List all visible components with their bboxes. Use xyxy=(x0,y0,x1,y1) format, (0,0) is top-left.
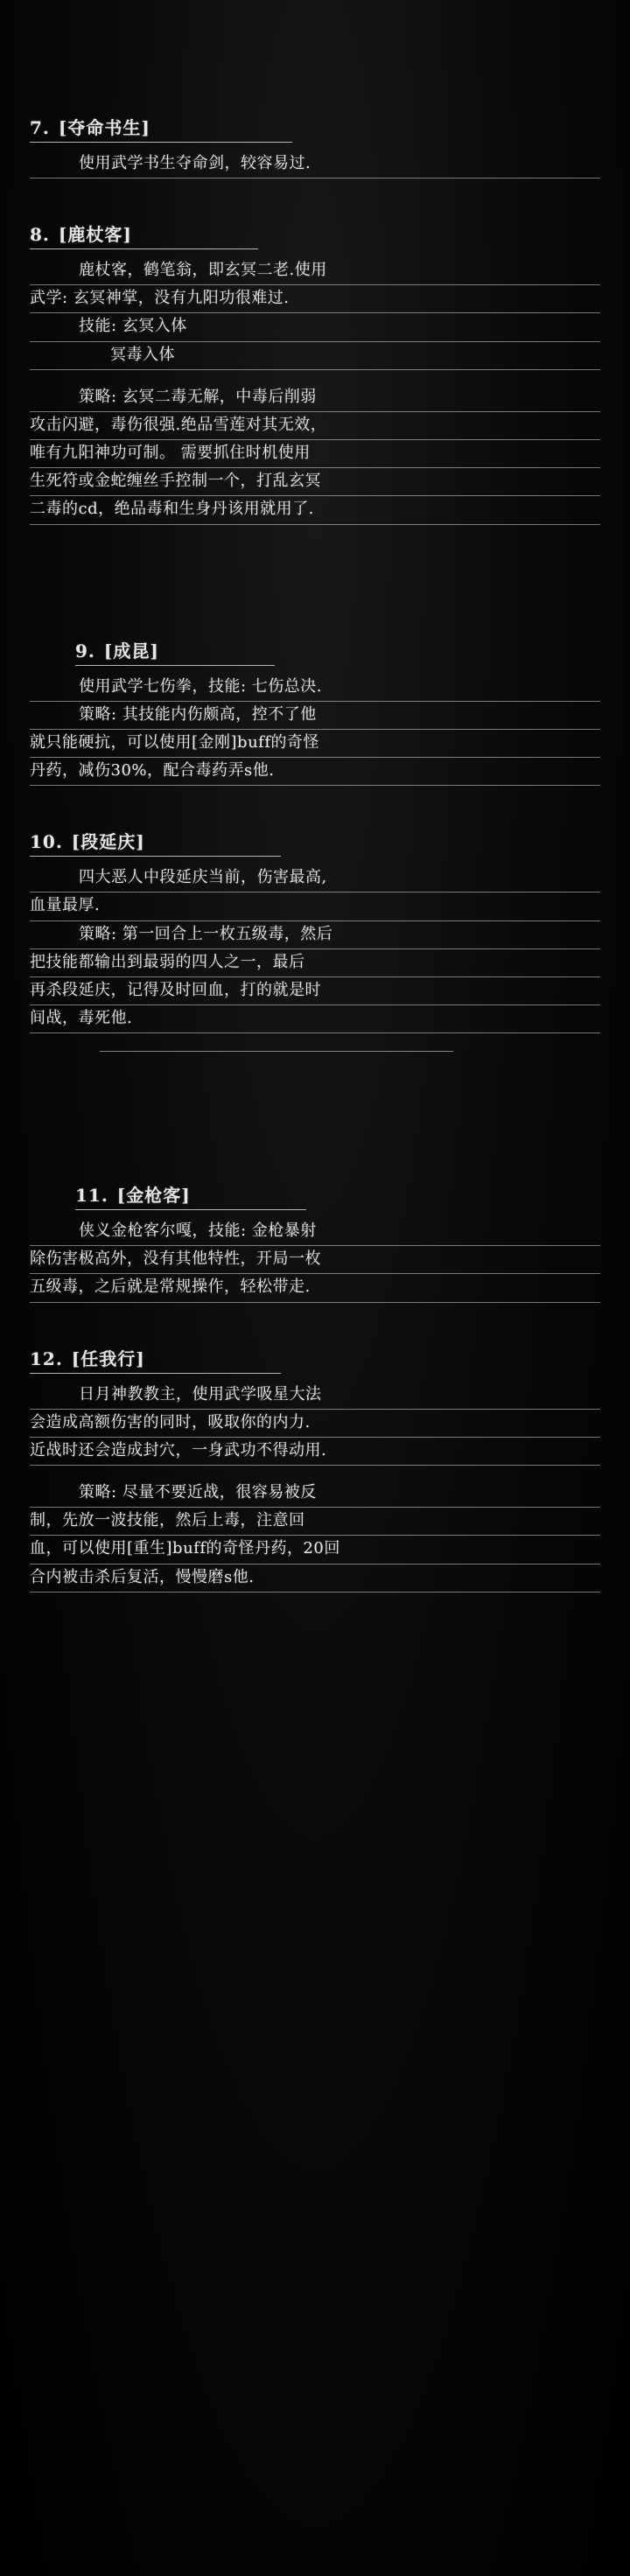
entry-9-number: 9. xyxy=(75,640,95,662)
entry-8-heading xyxy=(30,201,600,256)
entry-10-strategy-line-1: 策略: 第一回合上一枚五级毒，然后 xyxy=(30,921,600,949)
entry-10-line-1: 四大恶人中段延庆当前，伤害最高, xyxy=(30,864,600,892)
entry-10-strategy-line-3: 再杀段延庆，记得及时回血，打的就是时 xyxy=(30,977,600,1005)
entry-11-heading xyxy=(75,1162,600,1216)
entry-12-strategy-line-3: 血，可以使用[重生]buff的奇怪丹药，20回 xyxy=(30,1536,600,1564)
entry-10-strategy-line-2: 把技能都输出到最弱的四人之一，最后 xyxy=(30,949,600,977)
entry-10-heading xyxy=(30,808,600,863)
entry-12-title: [任我行] xyxy=(71,1348,145,1369)
entry-8 xyxy=(30,201,600,524)
section-gap xyxy=(30,1057,600,1162)
divider-line xyxy=(100,1051,453,1052)
section-divider-1 xyxy=(30,1042,600,1057)
entry-8-line-3: 技能: 玄冥入体 xyxy=(30,313,600,341)
entry-9 xyxy=(30,618,600,787)
entry-10 xyxy=(30,808,600,1033)
entry-11-line-2: 除伤害极高外，没有其他特性，开局一枚 xyxy=(30,1246,600,1274)
entry-11-line-3: 五级毒，之后就是常规操作，轻松带走. xyxy=(30,1274,600,1302)
entry-11-number: 11. xyxy=(75,1185,108,1207)
entry-7-title: [夺命书生] xyxy=(58,117,150,138)
entry-7-number: 7. xyxy=(30,117,50,138)
spacer xyxy=(30,1466,600,1480)
entry-8-strategy-line-1: 策略: 玄冥二毒无解，中毒后削弱 xyxy=(30,384,600,412)
entry-12 xyxy=(30,1326,600,1592)
entry-7-heading xyxy=(30,94,600,149)
entry-8-title: [鹿杖客] xyxy=(58,224,132,246)
entry-12-number: 12. xyxy=(30,1348,63,1369)
entry-12-strategy-line-2: 制，先放一波技能，然后上毒，注意回 xyxy=(30,1508,600,1536)
entry-9-strategy-line-1: 策略: 其技能内伤颇高，控不了他 xyxy=(30,702,600,730)
entry-10-title: [段延庆] xyxy=(71,831,145,853)
entry-10-strategy-line-4: 间战，毒死他. xyxy=(30,1005,600,1033)
entry-12-line-3: 近战时还会造成封穴，一身武功不得动用. xyxy=(30,1438,600,1466)
entry-8-strategy-line-4: 生死符或金蛇缠丝手控制一个，打乱玄冥 xyxy=(30,468,600,496)
entry-11-line-1: 侠义金枪客尔嘎，技能: 金枪暴射 xyxy=(30,1218,600,1246)
entry-9-heading xyxy=(75,618,600,672)
spacer xyxy=(30,187,600,201)
entry-12-strategy-line-4: 合内被击杀后复活，慢慢磨s他. xyxy=(30,1564,600,1592)
entry-8-strategy-line-3: 唯有九阳神功可制。 需要抓住时机使用 xyxy=(30,440,600,468)
entry-8-number: 8. xyxy=(30,224,50,246)
entry-7-line-1: 使用武学书生夺命剑，较容易过. xyxy=(30,150,600,178)
entry-10-number: 10. xyxy=(30,831,63,853)
entry-11-title: [金枪客] xyxy=(116,1185,191,1207)
spacer xyxy=(30,1312,600,1326)
entry-12-line-2: 会造成高额伤害的同时，吸取你的内力. xyxy=(30,1410,600,1438)
entry-10-line-2: 血量最厚. xyxy=(30,892,600,920)
entry-12-heading xyxy=(30,1326,600,1380)
entry-9-strategy-line-2: 就只能硬抗，可以使用[金刚]buff的奇怪 xyxy=(30,730,600,758)
entry-8-strategy-line-2: 攻击闪避，毒伤很强.绝品雪莲对其无效， xyxy=(30,412,600,440)
section-gap xyxy=(30,534,600,618)
entry-12-strategy-line-1: 策略: 尽量不要近战，很容易被反 xyxy=(30,1480,600,1508)
entry-9-strategy-line-3: 丹药，减伤30%，配合毒药弄s他. xyxy=(30,758,600,786)
entry-8-line-4: 冥毒入体 xyxy=(30,342,600,370)
entry-8-strategy-line-5: 二毒的cd，绝品毒和生身丹该用就用了. xyxy=(30,496,600,524)
spacer xyxy=(30,794,600,808)
entry-7 xyxy=(30,94,600,178)
entry-11 xyxy=(30,1162,600,1302)
entry-9-title: [成昆] xyxy=(103,640,159,662)
entry-8-line-2: 武学: 玄冥神掌，没有九阳功很难过. xyxy=(30,285,600,313)
entry-9-line-1: 使用武学七伤拳，技能: 七伤总决. xyxy=(30,674,600,702)
top-spacer xyxy=(30,49,600,94)
spacer xyxy=(30,370,600,384)
entry-8-line-1: 鹿杖客，鹤笔翁，即玄冥二老.使用 xyxy=(30,257,600,285)
entry-12-line-1: 日月神教教主，使用武学吸星大法 xyxy=(30,1382,600,1410)
